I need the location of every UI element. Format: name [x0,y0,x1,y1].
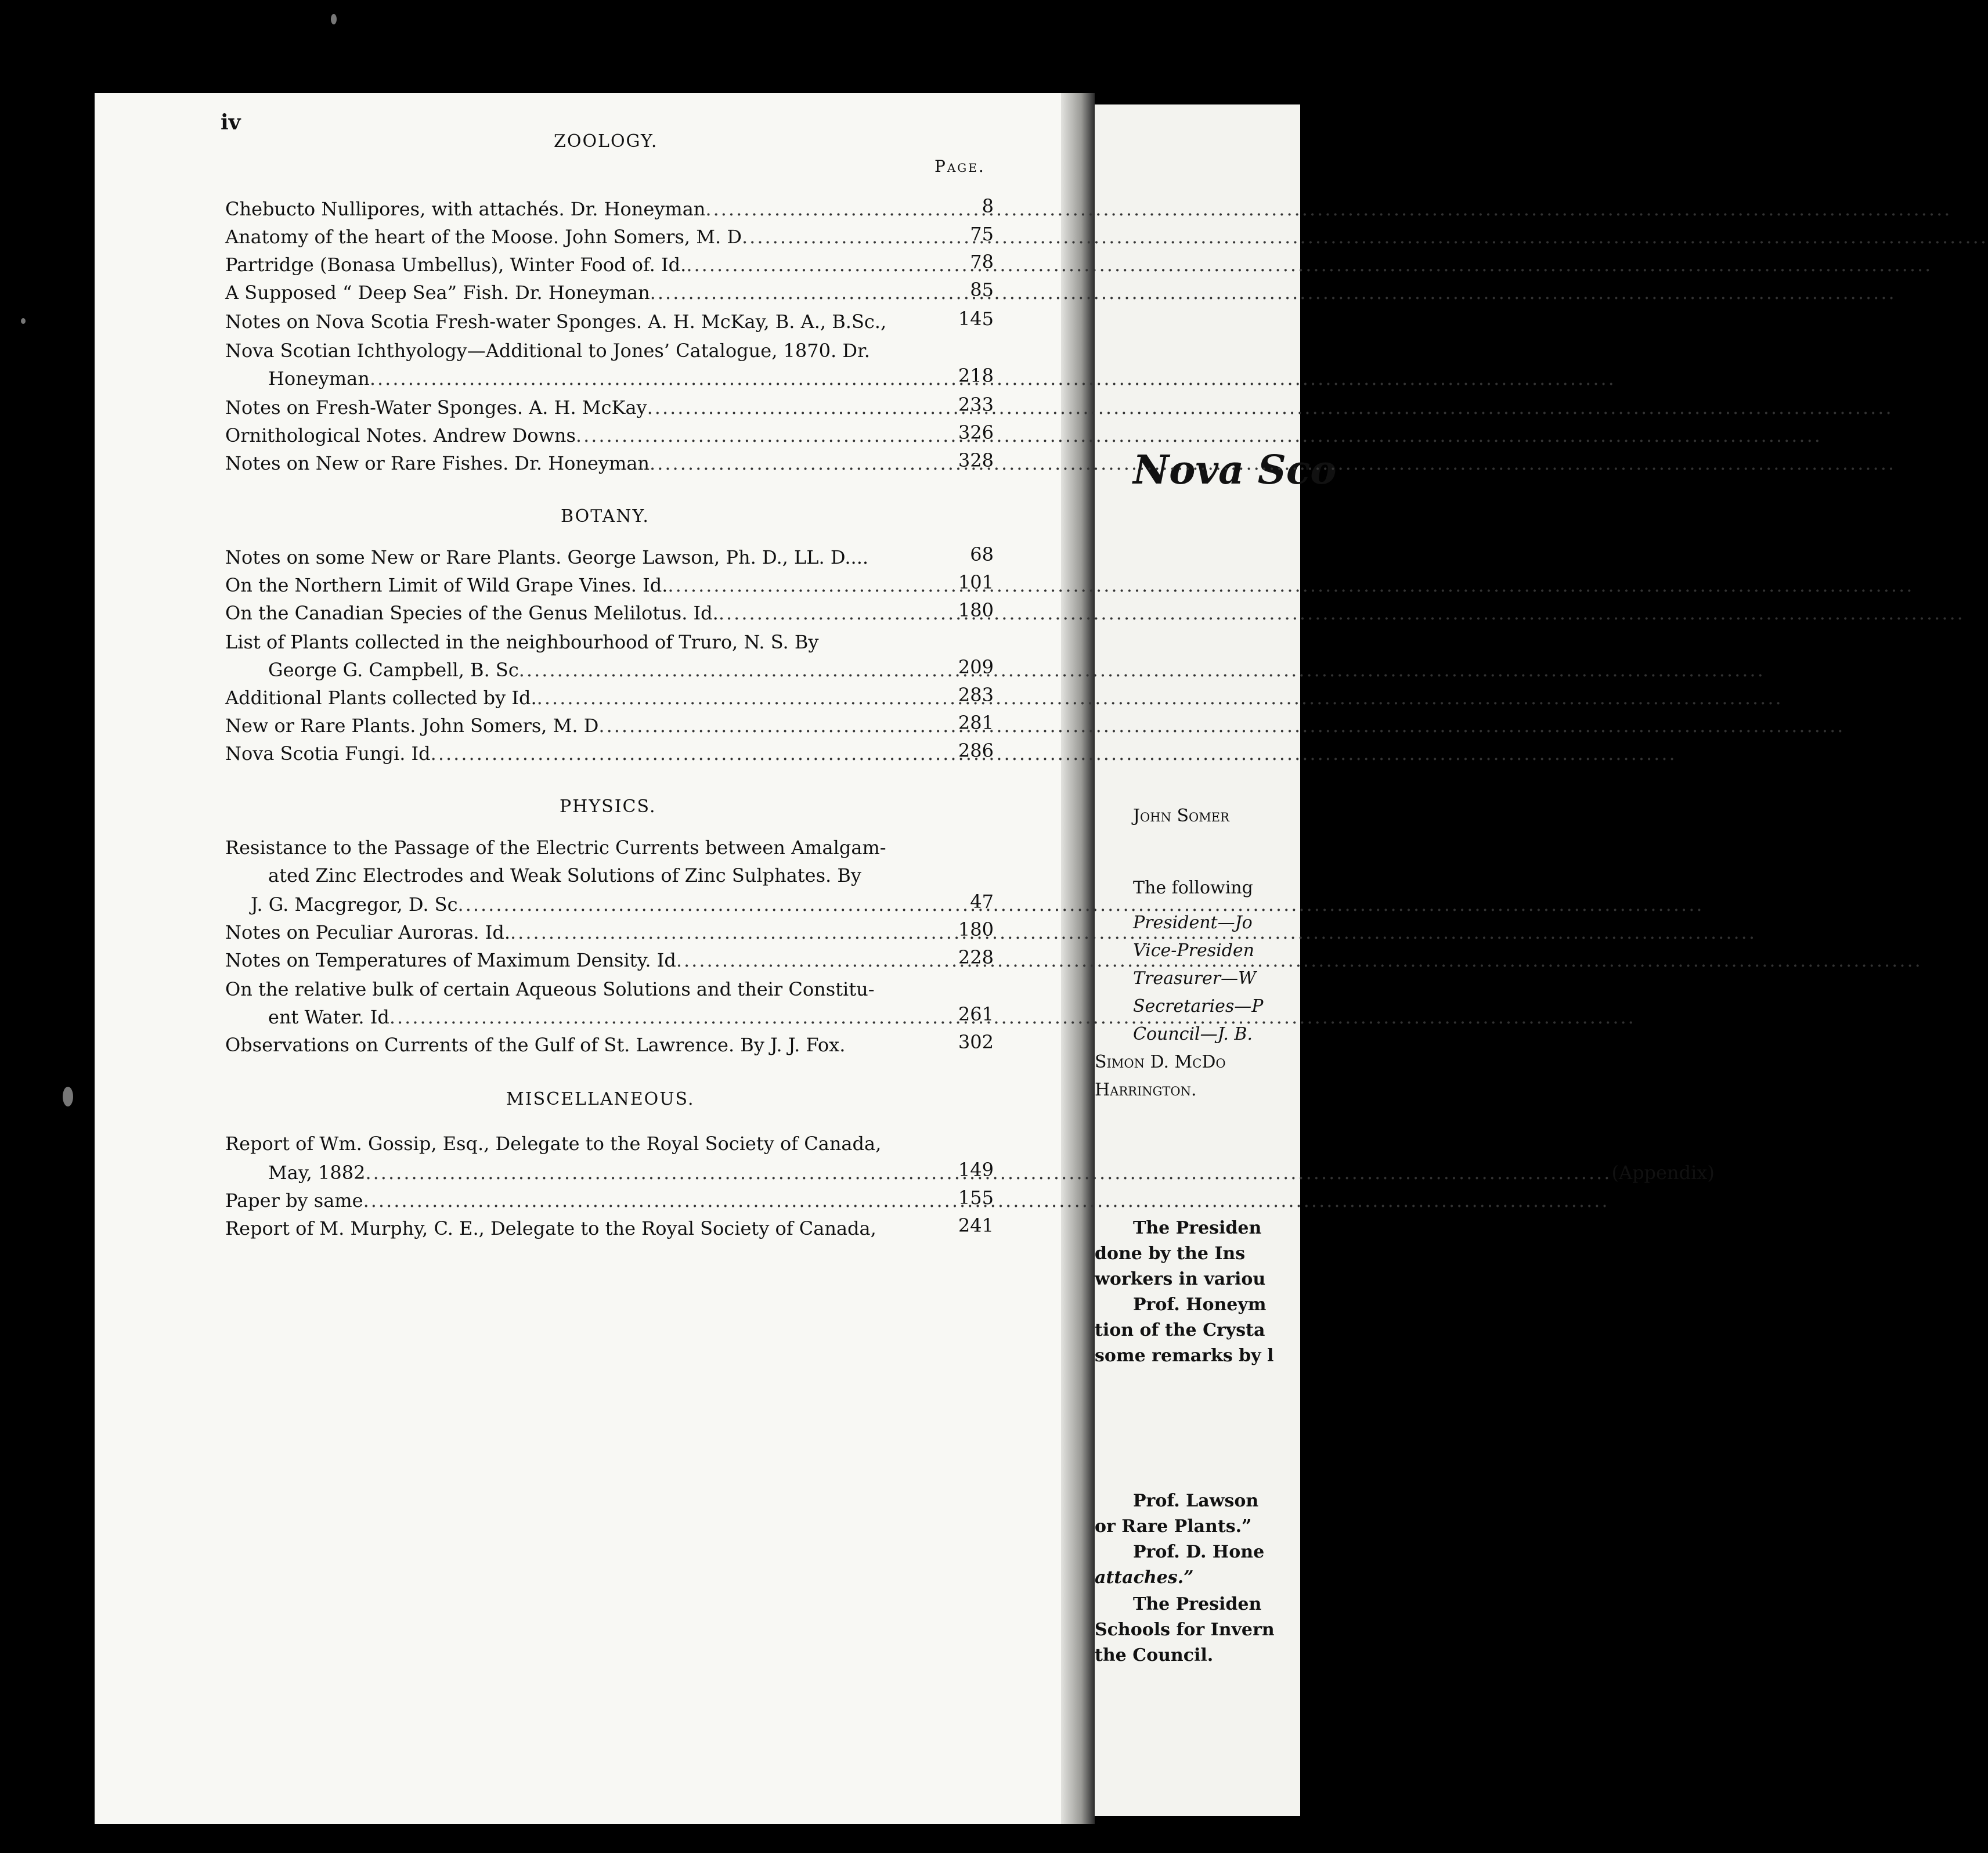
section-title-physics: PHYSICS. [560,796,656,817]
toc-entry [225,251,997,279]
dot-leader [389,1003,1636,1031]
dot-leader [705,195,1951,223]
toc-entry-title: Observations on Currents of the Gulf of St. Lawrence. By J. J. Fox. [225,1034,846,1056]
right-line: Harrington. [1095,1080,1197,1100]
toc-entry [225,1031,997,1059]
toc-page-number: 47 [970,891,994,913]
right-line: Simon D. McDo [1095,1052,1226,1072]
toc-entry-continuation-text: George G. Campbell, B. Sc [268,659,519,681]
right-line: the Council. [1095,1645,1214,1665]
toc-entry-title: Chebucto Nullipores, with attachés. Dr. Honeyman [225,198,706,220]
scan-speck [21,318,26,324]
toc-entry [225,195,997,223]
dot-leader [650,449,1896,477]
right-line: tion of the Crysta [1095,1320,1265,1340]
right-line: President—Jo [1133,913,1253,933]
toc-page-number: 286 [958,740,994,762]
toc-entry [225,975,997,1003]
section-title-botany: BOTANY. [561,506,650,527]
toc-entry-title: Report of Wm. Gossip, Esq., Delegate to the Royal Society of Canada, [225,1133,882,1155]
toc-entry-title: Resistance to the Passage of the Electric Currents between Amalgam- [225,837,886,859]
toc-entry-title: Notes on Nova Scotia Fresh-water Sponges. A. H. McKay, B. A., B.Sc., [225,311,887,333]
dot-leader [650,279,1896,307]
page-column-heading: Page. [935,157,986,176]
toc-page-number: 328 [958,449,994,471]
toc-entry-title: Notes on Temperatures of Maximum Density. Id [225,949,676,971]
toc-page-number: 283 [958,684,994,706]
toc-entry-continuation-text: May, 1882 [268,1162,366,1184]
toc-entry-title: A Supposed “ Deep Sea” Fish. Dr. Honeyman [225,282,650,304]
toc-entry-title: On the relative bulk of certain Aqueous Solutions and their Constitu- [225,978,875,1000]
page-number: iv [221,110,241,135]
right-line: some remarks by l [1095,1346,1274,1366]
dot-leader [647,394,1893,421]
right-line: The following [1133,878,1253,898]
right-line: or Rare Plants.” [1095,1516,1252,1537]
right-line: Secretaries—P [1133,996,1264,1016]
toc-entry [225,449,997,477]
toc-entry-continuation [225,1003,997,1031]
toc-entry-suffix: (Appendix) [1611,1162,1715,1184]
toc-entry-continuation-text: ent Water. Id [268,1006,389,1028]
toc-page-number: 149 [958,1159,994,1181]
dot-leader [676,946,1922,974]
toc-page-number: 145 [958,308,994,330]
toc-page-number: 180 [958,599,994,621]
toc-entry [225,712,997,740]
scan-speck [63,1087,73,1106]
dot-leader [686,251,1932,279]
right-line: workers in variou [1095,1269,1266,1289]
right-line: Vice-Presiden [1133,940,1254,961]
right-line: attaches.” [1095,1567,1194,1588]
toc-page-number: 281 [958,712,994,734]
right-line: The Presiden [1133,1218,1262,1238]
toc-entry-title: Additional Plants collected by Id. [225,687,537,709]
scan-speck [331,14,337,24]
toc-entry-continuation-text: J. G. Macgregor, D. Sc [251,893,458,915]
section-title-zoology: ZOOLOGY. [554,131,658,152]
toc-entry-title: Anatomy of the heart of the Moose. John Somers, M. D [225,226,742,248]
toc-entry [225,946,997,974]
toc-entry-continuation-text: Honeyman [268,367,370,390]
section-title-miscellaneous: MISCELLANEOUS. [506,1089,695,1109]
toc-entry [225,1130,997,1158]
dot-leader [458,891,1704,918]
toc-entry-continuation [225,1159,1715,1187]
toc-entry-title: On the Northern Limit of Wild Grape Vines. Id. [225,574,668,596]
toc-page-number: 75 [970,223,994,245]
toc-page-number: 241 [958,1214,994,1236]
toc-entry [225,308,997,336]
dot-leader [431,740,1677,767]
toc-entry [225,421,997,449]
dot-leader [576,421,1822,449]
right-line: Prof. D. Hone [1133,1542,1265,1562]
right-line: Treasurer—W [1133,968,1256,989]
toc-page-number: 8 [982,195,994,217]
toc-entry [225,599,997,627]
right-page-title: Nova Sco [1133,447,1337,493]
toc-entry [225,834,997,861]
toc-entry [225,918,997,946]
toc-entry-title: Notes on New or Rare Fishes. Dr. Honeyman [225,452,650,474]
toc-entry-title: List of Plants collected in the neighbourhood of Truro, N. S. By [225,631,819,653]
toc-page-number: 218 [958,365,994,387]
toc-entry [225,279,997,307]
toc-entry-title: Ornithological Notes. Andrew Downs [225,424,576,446]
toc-page-number: 228 [958,946,994,968]
right-line: Prof. Honeym [1133,1295,1267,1315]
toc-page-number: 85 [970,279,994,301]
toc-page-number: 326 [958,421,994,444]
toc-entry [225,1214,997,1242]
right-line: John Somer [1133,806,1229,826]
dot-leader [537,684,1783,712]
toc-entry-title: Partridge (Bonasa Umbellus), Winter Food of. Id. [225,254,687,276]
dot-leader [510,918,1756,946]
toc-page-number: 68 [970,543,994,565]
toc-entry-title: Nova Scotia Fungi. Id [225,742,431,765]
toc-entry-title: Report of M. Murphy, C. E., Delegate to the Royal Society of Canada, [225,1217,876,1239]
toc-entry [225,684,997,712]
toc-entry-title: Notes on Fresh-Water Sponges. A. H. McKay [225,396,647,419]
dot-leader [719,599,1965,627]
toc-entry-title: New or Rare Plants. John Somers, M. D [225,715,599,737]
dot-leader [668,571,1914,599]
toc-entry [225,543,997,571]
toc-page-number: 261 [958,1003,994,1025]
dot-leader [742,223,1988,251]
toc-entry [225,394,997,421]
toc-page-number: 180 [958,918,994,940]
toc-entry-title: On the Canadian Species of the Genus Melilotus. Id. [225,602,719,624]
toc-page-number: 302 [958,1031,994,1053]
toc-entry-continuation [225,656,997,684]
toc-entry [225,571,997,599]
toc-entry-continuation [225,365,997,392]
toc-entry-title: Nova Scotian Ichthyology—Additional to Jones’ Catalogue, 1870. Dr. [225,340,870,362]
toc-page-number: 209 [958,656,994,678]
toc-entry [225,223,997,251]
dot-leader [519,656,1765,684]
toc-page-number: 78 [970,251,994,273]
toc-entry-continuation [225,891,997,918]
right-line: Council—J. B. [1133,1024,1253,1044]
toc-page-number: 101 [958,571,994,593]
toc-entry [225,1187,997,1214]
toc-entry [225,740,997,767]
toc-entry-continuation-text: ated Zinc Electrodes and Weak Solutions of Zinc Sulphates. By [268,864,861,886]
toc-entry [225,628,997,656]
toc-page-number: 155 [958,1187,994,1209]
toc-entry-title: Notes on some New or Rare Plants. George Lawson, Ph. D., LL. D.... [225,546,869,568]
toc-entry-continuation [225,861,997,889]
right-line: done by the Ins [1095,1243,1246,1264]
toc-entry-title: Notes on Peculiar Auroras. Id. [225,921,510,943]
right-line: The Presiden [1133,1594,1262,1614]
right-line: Schools for Invern [1095,1620,1275,1640]
toc-page-number: 233 [958,394,994,416]
dot-leader [598,712,1845,740]
right-line: Prof. Lawson [1133,1491,1259,1511]
toc-entry-title: Paper by same [225,1189,363,1212]
toc-entry [225,337,997,365]
